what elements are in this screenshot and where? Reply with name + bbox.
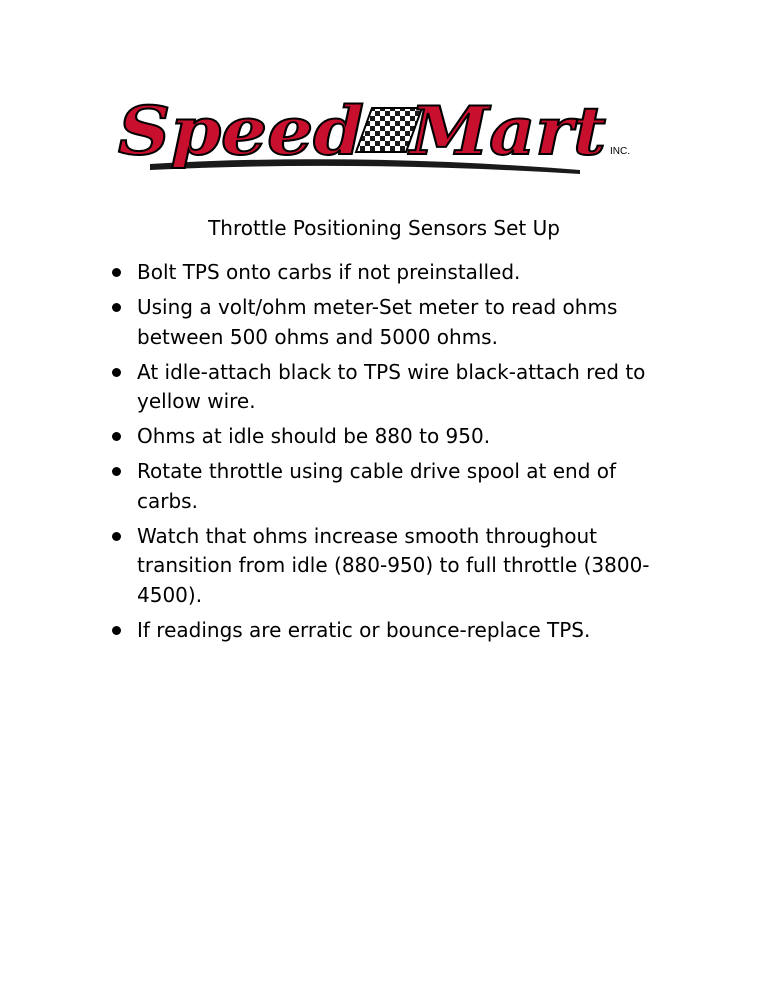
bullet-icon — [112, 303, 121, 312]
bullet-icon — [112, 467, 121, 476]
list-item — [112, 358, 672, 417]
page-title: Throttle Positioning Sensors Set Up — [208, 216, 560, 240]
bullet-icon — [112, 432, 121, 441]
list-item — [112, 293, 672, 352]
step-text: Rotate throttle using cable drive spool at end of carbs. — [137, 459, 617, 513]
step-text: If readings are erratic or bounce-replace TPS. — [137, 617, 591, 642]
logo-wordmark-speed: Speed — [118, 92, 364, 170]
logo-inc: INC. — [610, 146, 630, 157]
speedmart-logo — [110, 86, 650, 214]
list-item — [112, 616, 672, 646]
list-item — [112, 422, 672, 452]
list-item — [112, 457, 672, 516]
setup-steps-list — [112, 258, 672, 651]
logo-wordmark-mart: Mart — [407, 92, 606, 170]
list-item — [112, 522, 672, 611]
step-text: At idle-attach black to TPS wire black-attach red to yellow wire. — [137, 359, 646, 413]
bullet-icon — [112, 532, 121, 541]
step-text: Bolt TPS onto carbs if not preinstalled. — [137, 260, 521, 284]
bullet-icon — [112, 626, 121, 635]
bullet-icon — [112, 368, 121, 377]
list-item — [112, 258, 672, 288]
step-text: Watch that ohms increase smooth throughout transition from idle (880-950) to full throttle (3800-4500). — [137, 523, 650, 607]
step-text: Using a volt/ohm meter-Set meter to read ohms between 500 ohms and 5000 ohms. — [137, 295, 618, 349]
step-text: Ohms at idle should be 880 to 950. — [137, 424, 491, 448]
bullet-icon — [112, 268, 121, 277]
